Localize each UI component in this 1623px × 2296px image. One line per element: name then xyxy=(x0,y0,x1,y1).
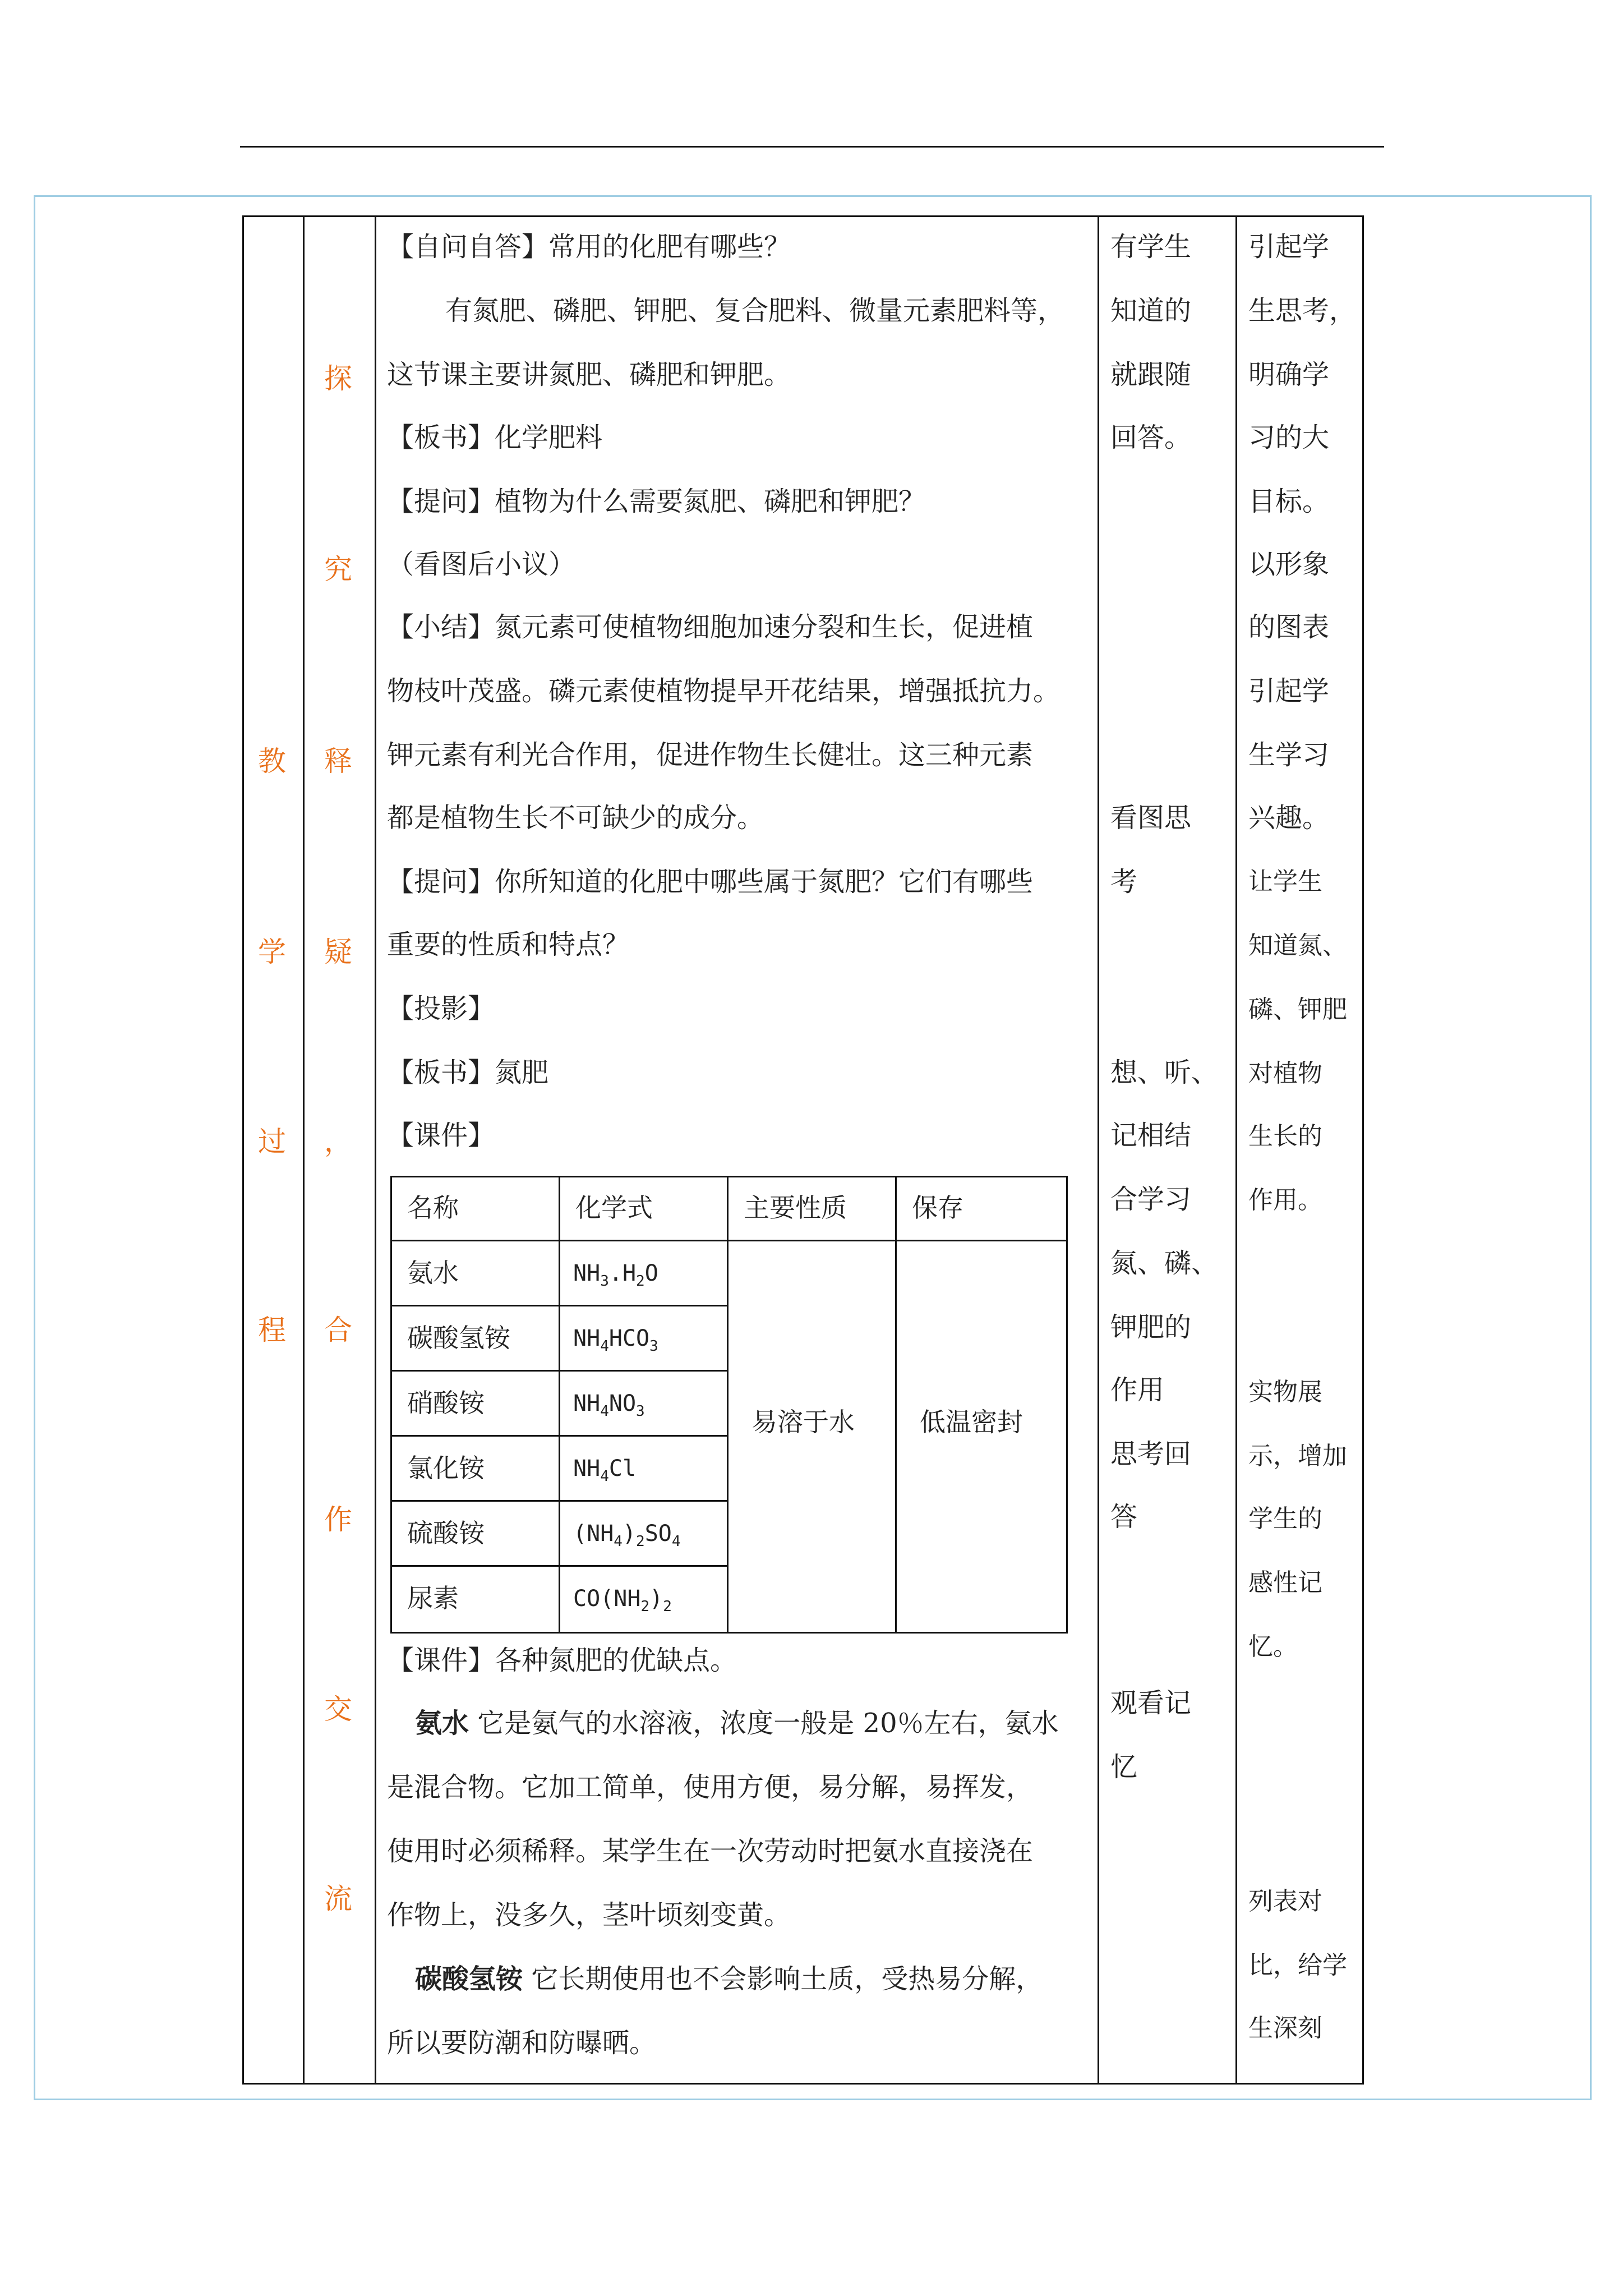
content-line: （看图后小议） xyxy=(387,549,576,580)
table-cell-formula: $NH_3.H_2O$ xyxy=(573,1260,658,1290)
activity-line: 观看记 xyxy=(1110,1687,1192,1719)
content-line: 重要的性质和特点？ xyxy=(387,929,630,960)
stage-char: 程 xyxy=(258,1314,286,1346)
stage-char: 过 xyxy=(258,1125,286,1158)
column-divider xyxy=(375,215,376,2085)
activity-line: 回答。 xyxy=(1110,422,1192,453)
activity-line: 看图思 xyxy=(1110,802,1192,834)
activity-line: 考 xyxy=(1110,866,1138,898)
table-cell-name: 硫酸铵 xyxy=(407,1518,485,1548)
term-ammonia-water: 氨水 xyxy=(415,1708,469,1739)
intent-line: 磷、钾肥 xyxy=(1248,995,1347,1024)
stage-char: 学 xyxy=(258,936,286,968)
table-cell-name: 尿素 xyxy=(407,1583,459,1613)
content-line: 都是植物生长不可缺少的成分。 xyxy=(387,802,764,834)
term-ammonium-bicarbonate: 碳酸氢铵 xyxy=(415,1963,523,1995)
table-cell-formula: $NH_4NO_3$ xyxy=(573,1391,645,1420)
stage-char: 教 xyxy=(258,745,286,777)
header-rule xyxy=(240,146,1384,148)
table-rule xyxy=(727,1176,728,1634)
intent-line: 生学习 xyxy=(1248,739,1330,771)
method-char: 究 xyxy=(324,553,352,586)
activity-line: 钾肥的 xyxy=(1110,1312,1192,1343)
table-cell-property: 易溶于水 xyxy=(751,1407,855,1437)
content-line: 这节课主要讲氮肥、磷肥和钾肥。 xyxy=(387,359,791,390)
intent-line: 列表对 xyxy=(1248,1887,1322,1916)
method-char: 疑 xyxy=(324,936,352,968)
intent-line: 生深刻 xyxy=(1248,2014,1322,2042)
table-header: 名称 xyxy=(407,1193,459,1223)
method-char: 合 xyxy=(324,1314,352,1346)
intent-line: 兴趣。 xyxy=(1248,802,1330,834)
content-line: 【提问】植物为什么需要氮肥、磷肥和钾肥？ xyxy=(387,486,926,517)
intent-line: 实物展 xyxy=(1248,1378,1322,1406)
table-cell-name: 氯化铵 xyxy=(407,1453,485,1483)
table-cell-name: 氨水 xyxy=(407,1258,459,1288)
table-cell-name: 碳酸氢铵 xyxy=(407,1323,510,1353)
intent-line: 知道氮、 xyxy=(1248,931,1347,960)
table-header: 化学式 xyxy=(575,1193,653,1223)
method-char: ， xyxy=(324,1125,352,1158)
activity-line: 想、听、 xyxy=(1110,1057,1219,1088)
content-line: 作物上，没多久，茎叶顷刻变黄。 xyxy=(387,1899,791,1931)
intent-line: 让学生 xyxy=(1248,867,1322,896)
activity-line: 就跟随 xyxy=(1110,359,1192,390)
intent-line: 的图表 xyxy=(1248,611,1330,643)
table-cell-formula: $(NH_4)_2SO_4$ xyxy=(573,1521,681,1550)
column-divider xyxy=(1235,215,1237,2085)
table-cell-name: 硝酸铵 xyxy=(407,1388,485,1418)
column-divider xyxy=(1098,215,1099,2085)
table-header: 保存 xyxy=(912,1193,963,1223)
method-char: 探 xyxy=(324,362,352,395)
content-line: 【板书】化学肥料 xyxy=(387,422,603,453)
activity-line: 合学习 xyxy=(1110,1184,1192,1215)
content-line: 【课件】各种氮肥的优缺点。 xyxy=(387,1645,737,1676)
intent-line: 习的大 xyxy=(1248,422,1330,453)
intent-line: 引起学 xyxy=(1248,231,1330,263)
method-char: 作 xyxy=(324,1503,352,1536)
activity-line: 思考回 xyxy=(1110,1438,1192,1470)
intent-line: 忆。 xyxy=(1248,1632,1298,1661)
table-rule xyxy=(559,1176,560,1634)
intent-line: 明确学 xyxy=(1248,359,1330,390)
method-char: 交 xyxy=(324,1693,352,1726)
method-char: 流 xyxy=(324,1883,352,1915)
content-line: 【提问】你所知道的化肥中哪些属于氮肥？它们有哪些 xyxy=(387,866,1034,898)
activity-line: 有学生 xyxy=(1110,231,1192,263)
intent-line: 生长的 xyxy=(1248,1122,1322,1151)
content-line: 【自问自答】常用的化肥有哪些？ xyxy=(387,231,791,263)
intent-line: 引起学 xyxy=(1248,675,1330,707)
table-cell-formula: $CO(NH_2)_2$ xyxy=(573,1586,672,1615)
content-line: 是混合物。它加工简单，使用方便，易分解，易挥发， xyxy=(387,1772,1034,1803)
method-char: 释 xyxy=(324,745,352,777)
content-line: 碳酸氢铵 它长期使用也不会影响土质，受热易分解， xyxy=(415,1963,1043,1995)
content-line: 氨水 它是氨气的水溶液，浓度一般是 20％左右，氨水 xyxy=(415,1708,1059,1739)
intent-line: 比，给学 xyxy=(1248,1951,1347,1980)
table-rule xyxy=(895,1176,897,1634)
activity-line: 答 xyxy=(1110,1501,1138,1533)
content-line: 钾元素有利光合作用，促进作物生长健壮。这三种元素 xyxy=(387,739,1034,771)
content-line: 所以要防潮和防曝晒。 xyxy=(387,2027,657,2059)
content-line: 有氮肥、磷肥、钾肥、复合肥料、微量元素肥料等， xyxy=(445,295,1065,326)
intent-line: 作用。 xyxy=(1248,1186,1322,1214)
activity-line: 作用 xyxy=(1110,1374,1165,1406)
table-cell-storage: 低温密封 xyxy=(920,1407,1023,1437)
content-line: 物枝叶茂盛。磷元素使植物提早开花结果，增强抵抗力。 xyxy=(387,675,1061,707)
content-line: 【课件】 xyxy=(387,1120,495,1151)
intent-line: 感性记 xyxy=(1248,1568,1322,1597)
intent-line: 生思考， xyxy=(1248,295,1357,326)
activity-line: 忆 xyxy=(1110,1751,1138,1783)
activity-line: 记相结 xyxy=(1110,1120,1192,1151)
content-line: 【小结】氮元素可使植物细胞加速分裂和生长，促进植 xyxy=(387,611,1034,643)
table-cell-formula: $NH_4HCO_3$ xyxy=(573,1326,658,1355)
table-cell-formula: $NH_4Cl$ xyxy=(573,1456,637,1485)
table-header: 主要性质 xyxy=(744,1193,847,1223)
content-line: 使用时必须稀释。某学生在一次劳动时把氨水直接浇在 xyxy=(387,1835,1034,1867)
content-line: 【投影】 xyxy=(387,993,495,1024)
activity-line: 氮、磷、 xyxy=(1110,1248,1219,1279)
content-line: 【板书】氮肥 xyxy=(387,1057,549,1088)
intent-line: 学生的 xyxy=(1248,1504,1322,1533)
intent-line: 目标。 xyxy=(1248,486,1330,517)
table-rule xyxy=(390,1240,1068,1241)
intent-line: 以形象 xyxy=(1248,549,1330,580)
intent-line: 示，增加 xyxy=(1248,1442,1347,1470)
column-divider xyxy=(303,215,305,2085)
intent-line: 对植物 xyxy=(1248,1059,1322,1088)
activity-line: 知道的 xyxy=(1110,295,1192,326)
